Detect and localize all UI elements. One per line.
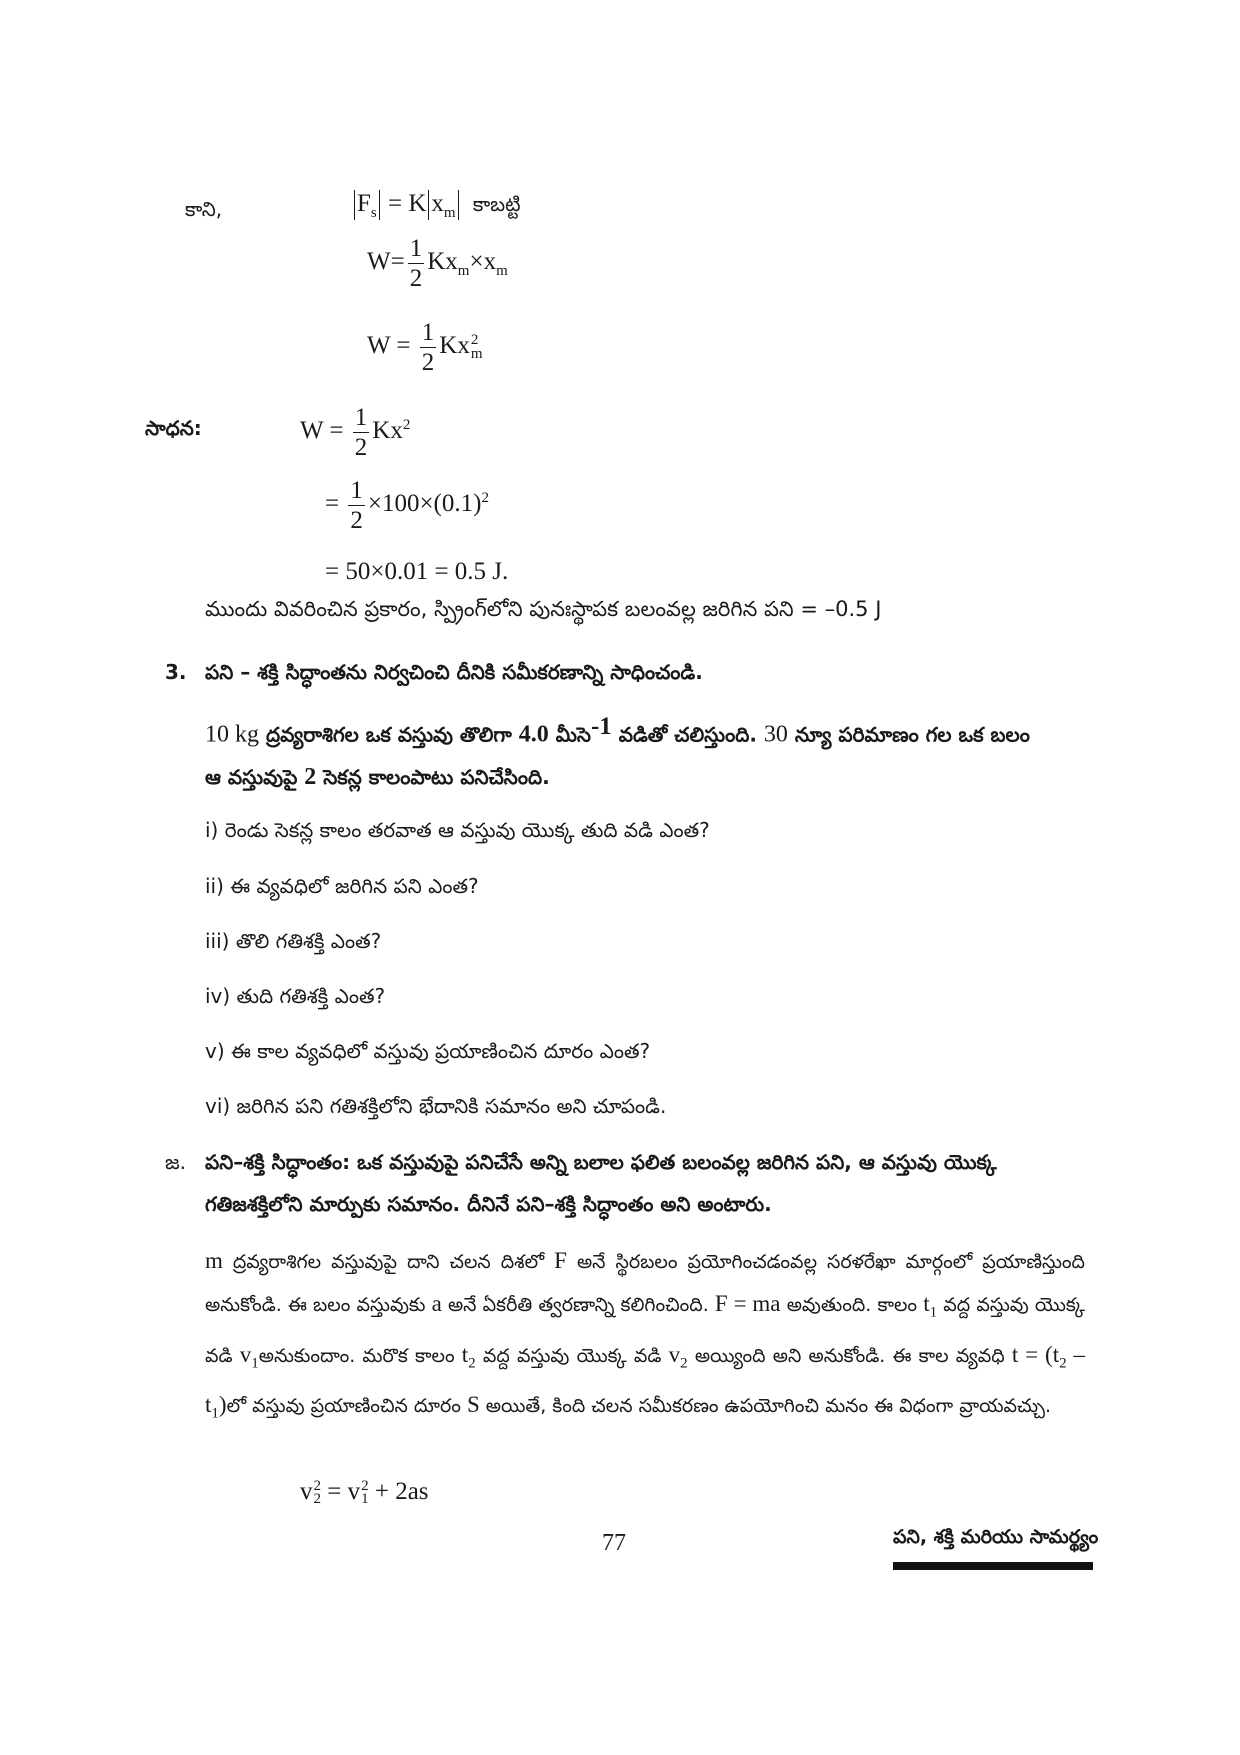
theorem-line-1: పని–శక్తి సిద్ధాంతం: ఒక వస్తువుపై పనిచేసే అన్ని బలాల ఫలిత బలంవల్ల జరిగిన పని, ఆ వస్తువు యొక్క [205, 1150, 997, 1174]
spring-force-equation: $F_s = K$ $x_m$ కాబట్టి [352, 190, 521, 222]
answer-marker: జ. [165, 1150, 186, 1174]
sub-question-4: iv) తుది గతిశక్తి ఎంత? [205, 984, 386, 1008]
footer-rule [893, 1562, 1093, 1570]
sub-question-3: iii) తొలి గతిశక్తి ఎంత? [205, 929, 382, 953]
sub-question-5: v) ఈ కాల వ్యవధిలో వస్తువు ప్రయాణించిన దూరం ఎంత? [205, 1039, 651, 1063]
sub-question-2: ii) ఈ వ్యవధిలో జరిగిన పని ఎంత? [205, 874, 479, 898]
solution-note: ముందు వివరించిన ప్రకారం, స్ప్రింగ్‌లోని పునఃస్థాపక బలంవల్ల జరిగిన పని = –0.5 J [205, 597, 882, 621]
page-number: 77 [602, 1530, 626, 1556]
final-equation: v 2 2 = v 2 1 + 2as [300, 1477, 429, 1508]
derivation-paragraph: m ద్రవ్యరాశిగల వస్తువుపై దాని చలన దిశలో F అనే స్థిరబలం ప్రయోగించడంవల్ల సరళరేఖా మార్గంలో ప్రయాణిస్తుంది అనుకోండి. ఈ బలం వస్తువుకు a అనే ఏకరీతి త్వరణాన్ని కలిగించింది. F = ma అవుతుంది. కాలం $t_1$ వద్ద వస్తువు యొక్క వడి $v_1అనుకుందాం$. మరొక కాలం $t_2$ వద్ద వస్తువు యొక్క వడి $v_2$ అయ్యింది అని అనుకోండి. ఈ కాల వ్యవధి $t = (t_2$ – $t_1)లో$ వస్తువు ప్రయాణించిన దూరం S అయితే, కింది చలన సమీకరణం ఉపయోగించి మనం ఈ విధంగా వ్రాయవచ్చు. [205, 1248, 1086, 1422]
chapter-title: పని, శక్తి మరియు సామర్థ్యం [893, 1526, 1099, 1548]
sub-question-1: i) రెండు సెకన్ల కాలం తరవాత ఆ వస్తువు యొక్క తుది వడి ఎంత? [205, 818, 710, 842]
kani-label: కాని, [185, 197, 223, 221]
problem-line-2: ఆ వస్తువుపై 2 సెకన్ల కాలంపాటు పనిచేసింది. [205, 764, 550, 790]
work-equation-2: W = $\frac{1}{2}$ Kx 2 m [367, 319, 483, 376]
solution-equation-2: = $\frac{1}{2}$ $\times 100\times(0.1)^2$ [325, 477, 489, 534]
question-title: పని – శక్తి సిద్ధాంతను నిర్వచించి దీనికి సమీకరణాన్ని సాధించండి. [205, 660, 703, 684]
problem-line-1: 10 kg ద్రవ్యరాశిగల ఒక వస్తువు తొలిగా 4.0 మీసె$^{-1}$ వడితో చలిస్తుంది. 30 న్యూ పరిమాణం గల ఒక బలం [205, 713, 1030, 748]
theorem-line-2: గతిజశక్తిలోని మార్పుకు సమానం. దీనినే పని–శక్తి సిద్ధాంతం అని అంటారు. [205, 1192, 772, 1216]
solution-equation-1: W = $\frac{1}{2}$ Kx$^2$ [300, 404, 411, 461]
sub-question-6: vi) జరిగిన పని గతిశక్తిలోని భేదానికి సమానం అని చూపండి. [205, 1094, 667, 1118]
work-equation-1: W= $\frac{1}{2}$ $Kx_m\times x_m$ [367, 235, 508, 292]
solution-equation-3: = 50×0.01 = 0.5 J. [325, 558, 509, 585]
question-number: 3. [165, 660, 187, 684]
solution-label: సాధన: [145, 416, 202, 440]
